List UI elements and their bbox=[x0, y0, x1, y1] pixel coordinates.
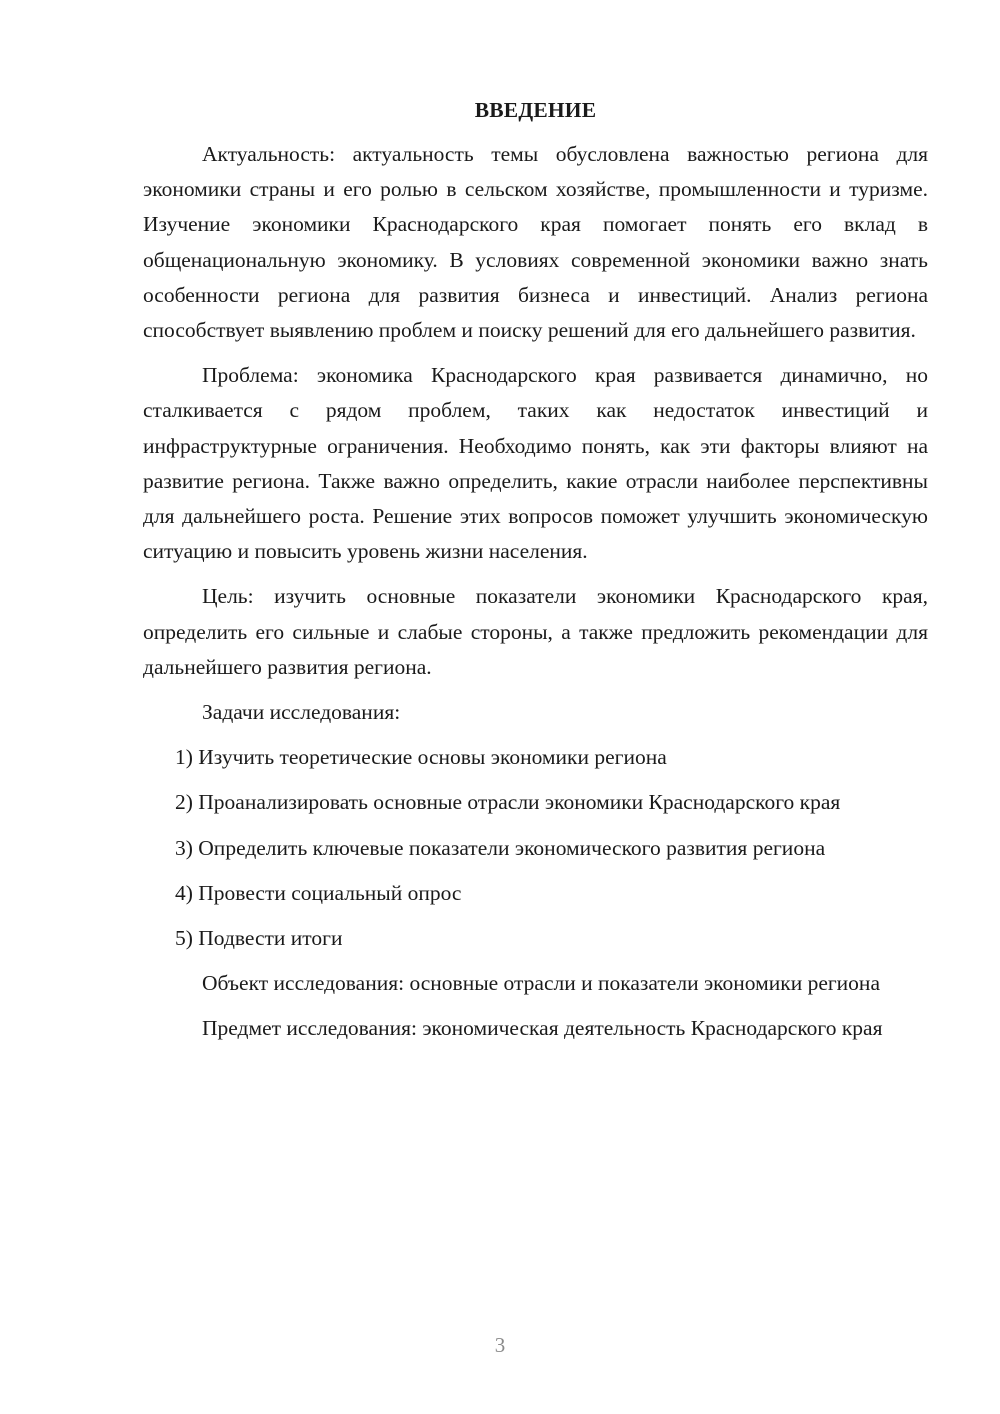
page-content bbox=[143, 93, 928, 1057]
paragraph-object: Объект исследования: основные отрасли и показатели экономики региона bbox=[202, 971, 880, 996]
paragraph-subject: Предмет исследования: экономическая деятельность Краснодарского края bbox=[202, 1016, 883, 1041]
paragraph-goal: Цель: изучить основные показатели экономики Краснодарского края, определить его сильные и слабые стороны, а также предложить рекомендации для дальнейшего развития региона. bbox=[143, 584, 928, 679]
tasks-heading: Задачи исследования: bbox=[202, 700, 401, 725]
task-item-2: 2) Проанализировать основные отрасли экономики Краснодарского края bbox=[175, 790, 841, 815]
task-item-1: 1) Изучить теоретические основы экономики региона bbox=[175, 745, 667, 770]
section-title: ВВЕДЕНИЕ bbox=[474, 98, 597, 122]
paragraph-problem: Проблема: экономика Краснодарского края развивается динамично, но сталкивается с рядом проблем, таких как недостаток инвестиций и инфраструктурные ограничения. Необходимо понять, как эти факторы влияют на развитие региона. Также важно определить, какие отрасли наиболее перспективны для дальнейшего роста. Решение этих вопросов поможет улучшить экономическую ситуацию и повысить уровень жизни населения. bbox=[143, 363, 928, 564]
paragraph-relevance: Актуальность: актуальность темы обусловлена важностью региона для экономики страны и его ролью в сельском хозяйстве, промышленности и туризме. Изучение экономики Краснодарского края помогает понять его вклад в общенациональную экономику. В условиях современной экономики важно знать особенности региона для развития бизнеса и инвестиций. Анализ региона способствует выявлению проблем и поиску решений для его дальнейшего развития. bbox=[143, 142, 928, 343]
task-item-3: 3) Определить ключевые показатели экономического развития региона bbox=[175, 835, 826, 860]
task-item-4: 4) Провести социальный опрос bbox=[175, 880, 462, 905]
task-item-5: 5) Подвести итоги bbox=[175, 926, 343, 951]
page-number: 3 bbox=[494, 1333, 506, 1357]
